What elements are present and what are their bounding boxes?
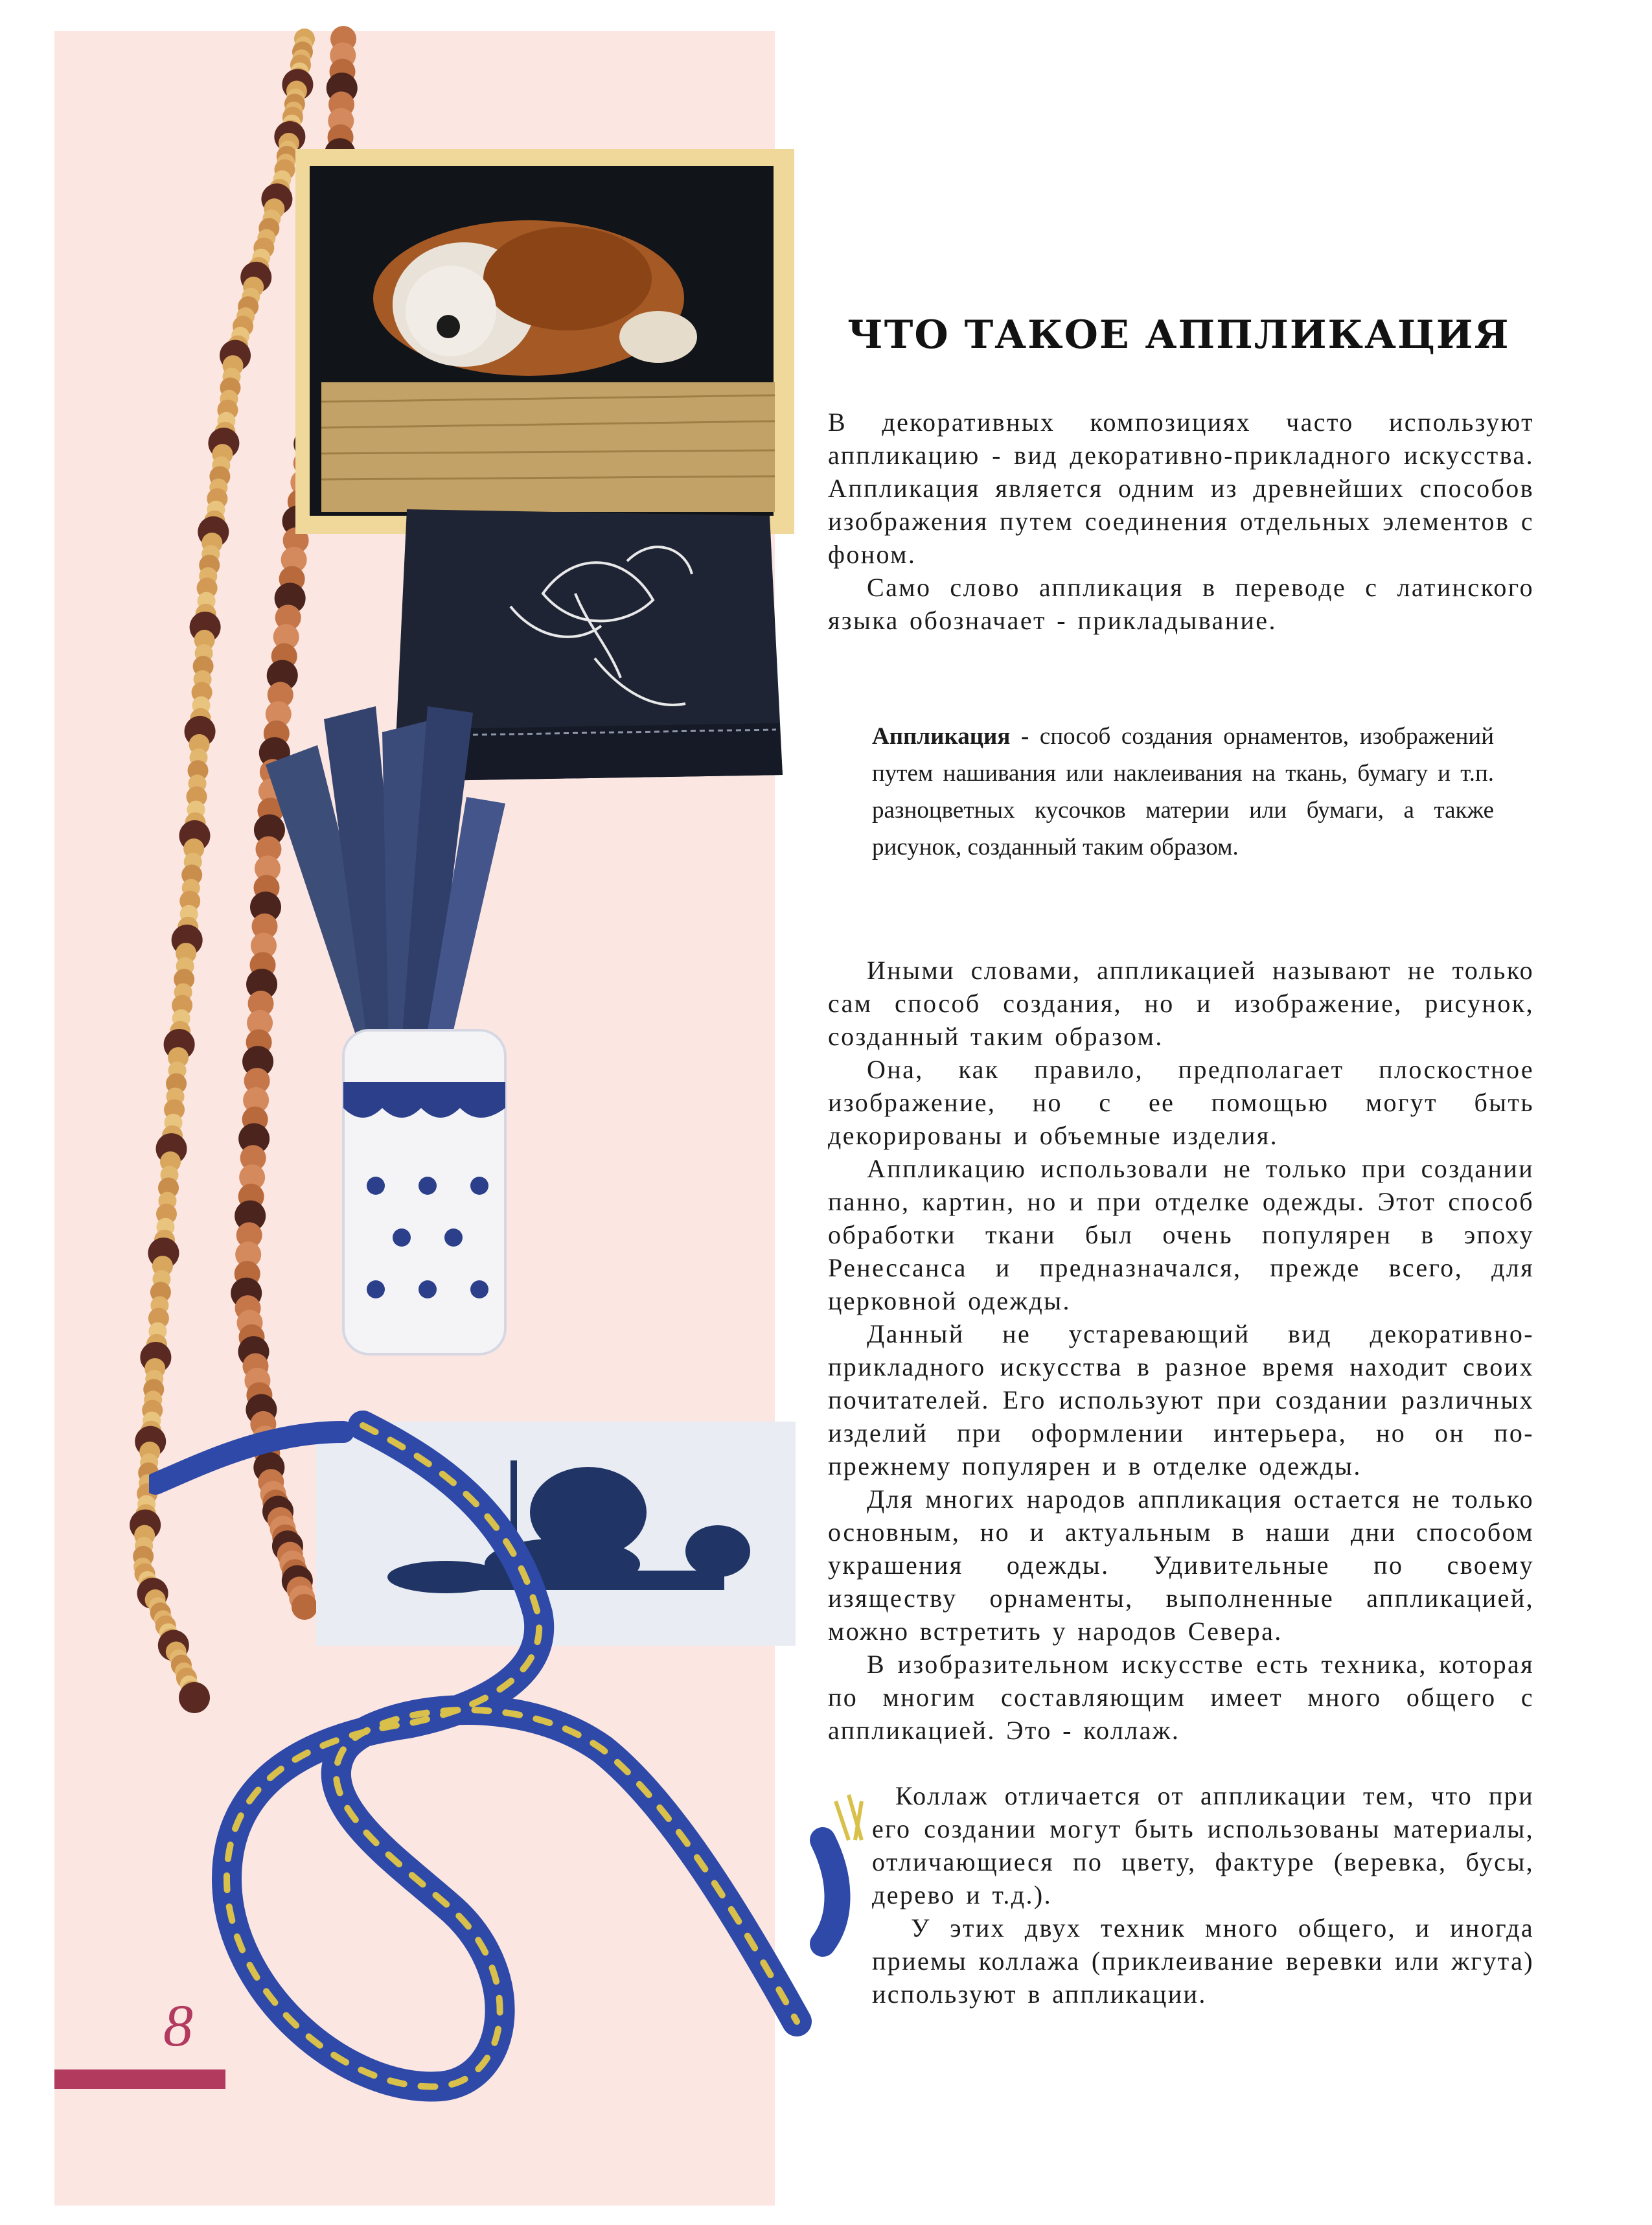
body-paragraph: В изобразительном искусстве есть техника, которая по многим составляющим имеет много общего с аппликацией. Это - коллаж.	[828, 1650, 1534, 1745]
collage-text	[872, 1779, 1534, 2011]
definition-text: способ создания орнаментов, изображений путем нашивания или наклеивания на ткань, бумагу и т.п. разноцветных кусочков материи или бумаги, а также рисунок, созданный таким образом.	[872, 723, 1494, 860]
collage-paragraph: У этих двух техник много общего, и иногда приемы коллажа (приклеивание веревки или жгута) используют в аппликации.	[872, 1913, 1534, 2009]
intro-text	[828, 406, 1534, 637]
collage-paragraph: Коллаж отличается от аппликации тем, что при его создании могут быть использованы материалы, отличающиеся по цвету, фактуре (веревка, бусы, дерево и т.д.).	[872, 1781, 1534, 1909]
body-paragraph: Данный не устаревающий вид декоративно-прикладного искусства в разное время находит своих почитателей. Его используют при создании различных изделий при оформлении интерьера, но он по-прежнему популярен и в отделке одежды.	[828, 1319, 1534, 1481]
body-paragraph: Аппликацию использовали не только при создании панно, картин, но и при отделке одежды. Этот способ обработки ткани был очень популярен в эпоху Ренессанса и предназначался, прежде всего, для церковной одежды.	[828, 1154, 1534, 1315]
definition-term: Аппликация -	[872, 723, 1029, 750]
intro-paragraph: В декоративных композициях часто используют аппликацию - вид декоративно-прикладного искусства. Аппликация является одним из древнейших способов изображения путем соединения отдельных элементов с фоном.	[828, 408, 1534, 569]
page-title: ЧТО ТАКОЕ АППЛИКАЦИЯ	[847, 312, 1510, 358]
body-text	[828, 954, 1534, 1747]
intro-paragraph: Само слово аппликация в переводе с латинского языка обозначает - прикладывание.	[828, 573, 1534, 635]
blue-paper-vase-photo	[259, 693, 518, 1367]
body-paragraph: Она, как правило, предполагает плоскостное изображение, но с ее помощью могут быть декорированы и объемные изделия.	[828, 1055, 1534, 1150]
definition-box	[872, 718, 1494, 866]
body-paragraph: Для многих народов аппликация остается не только основным, но и актуальным в наши дни способом украшения одежды. Удивительные по своему изяществу орнаменты, выполненные аппликацией, можно встретить у народов Севера.	[828, 1484, 1534, 1646]
page-accent-bar	[54, 2069, 225, 2089]
page-number: 8	[163, 1992, 193, 2058]
dog-embroidery-photo	[295, 149, 794, 534]
blue-rope-photo	[149, 1387, 881, 2132]
body-paragraph: Иными словами, аппликацией называют не только сам способ создания, но и изображение, рисунок, созданный таким образом.	[828, 956, 1534, 1051]
